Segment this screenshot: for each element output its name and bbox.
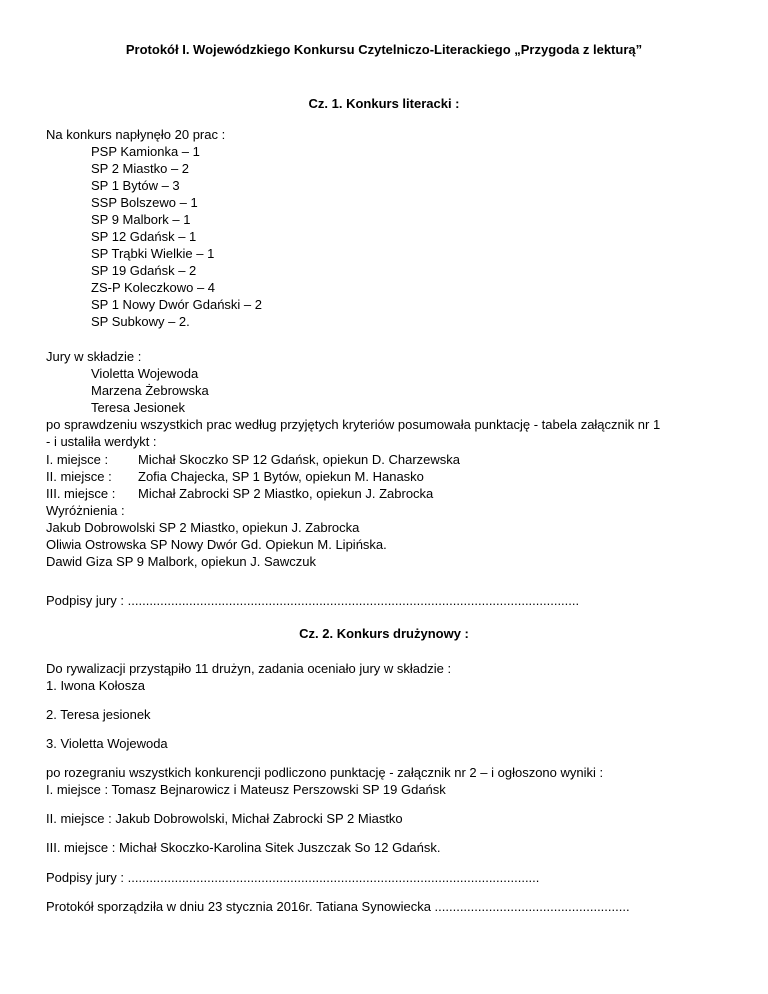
school-item: SP 19 Gdańsk – 2 xyxy=(91,263,197,278)
results-intro: po rozegraniu wszystkich konkurencji podliczono punktację - załącznik nr 2 – i ogłoszono wyniki : xyxy=(46,765,604,780)
jury-member: 3. Violetta Wojewoda xyxy=(46,736,168,751)
result-item: III. miejsce : Michał Skoczko-Karolina Sitek Juszczak So 12 Gdańsk. xyxy=(46,840,441,855)
place-label: III. miejsce : xyxy=(46,486,116,501)
jury-member: 2. Teresa jesionek xyxy=(46,707,151,722)
school-item: SSP Bolszewo – 1 xyxy=(91,195,198,210)
school-item: ZS-P Koleczkowo – 4 xyxy=(91,280,216,295)
place-winner: Michał Skoczko SP 12 Gdańsk, opiekun D. Charzewska xyxy=(138,452,461,467)
school-item: SP 12 Gdańsk – 1 xyxy=(91,229,197,244)
school-item: PSP Kamionka – 1 xyxy=(91,144,200,159)
protocol-author: Protokół sporządziła w dniu 23 stycznia 2016r. Tatiana Synowiecka ...................................................... xyxy=(46,899,630,914)
jury-member: Marzena Żebrowska xyxy=(91,383,209,398)
school-item: SP 1 Bytów – 3 xyxy=(91,178,180,193)
verdict-line: po sprawdzeniu wszystkich prac według przyjętych kryteriów posumowała punktację - tabela załącznik nr 1 xyxy=(46,417,661,432)
place-label: I. miejsce : xyxy=(46,452,109,467)
school-item: SP Trąbki Wielkie – 1 xyxy=(91,246,215,261)
part2-intro: Do rywalizacji przystąpiło 11 drużyn, zadania oceniało jury w składzie : xyxy=(46,661,452,676)
distinction-item: Jakub Dobrowolski SP 2 Miastko, opiekun J. Zabrocka xyxy=(46,520,360,535)
jury-member: Violetta Wojewoda xyxy=(91,366,199,381)
result-item: I. miejsce : Tomasz Bejnarowicz i Mateusz Perszowski SP 19 Gdańsk xyxy=(46,782,446,797)
school-item: SP 2 Miastko – 2 xyxy=(91,161,190,176)
place-row xyxy=(46,468,424,485)
part1-intro: Na konkurs napłynęło 20 prac : xyxy=(46,127,226,142)
jury-signatures: Podpisy jury : ............................................................................................................................. xyxy=(46,593,580,608)
jury-member: Teresa Jesionek xyxy=(91,400,185,415)
part1-heading: Cz. 1. Konkurs literacki : xyxy=(308,96,460,111)
distinction-item: Oliwia Ostrowska SP Nowy Dwór Gd. Opiekun M. Lipińska. xyxy=(46,537,387,552)
jury-signatures: Podpisy jury : .................................................................................................................. xyxy=(46,870,540,885)
school-item: SP 9 Malbork – 1 xyxy=(91,212,191,227)
distinctions-label: Wyróżnienia : xyxy=(46,503,125,518)
school-item: SP 1 Nowy Dwór Gdański – 2 xyxy=(91,297,262,312)
distinction-item: Dawid Giza SP 9 Malbork, opiekun J. Sawczuk xyxy=(46,554,316,569)
verdict-line: - i ustaliła werdykt : xyxy=(46,434,157,449)
place-row xyxy=(46,451,460,468)
place-winner: Michał Zabrocki SP 2 Miastko, opiekun J. Zabrocka xyxy=(138,486,434,501)
jury-member: 1. Iwona Kołosza xyxy=(46,678,146,693)
part2-heading: Cz. 2. Konkurs drużynowy : xyxy=(299,626,469,641)
place-label: II. miejsce : xyxy=(46,469,112,484)
result-item: II. miejsce : Jakub Dobrowolski, Michał Zabrocki SP 2 Miastko xyxy=(46,811,403,826)
school-item: SP Subkowy – 2. xyxy=(91,314,190,329)
place-winner: Zofia Chajecka, SP 1 Bytów, opiekun M. Hanasko xyxy=(138,469,424,484)
document-title: Protokół I. Wojewódzkiego Konkursu Czytelniczo-Literackiego „Przygoda z lekturą” xyxy=(125,42,643,57)
place-row xyxy=(46,485,433,502)
jury-intro: Jury w składzie : xyxy=(46,349,142,364)
